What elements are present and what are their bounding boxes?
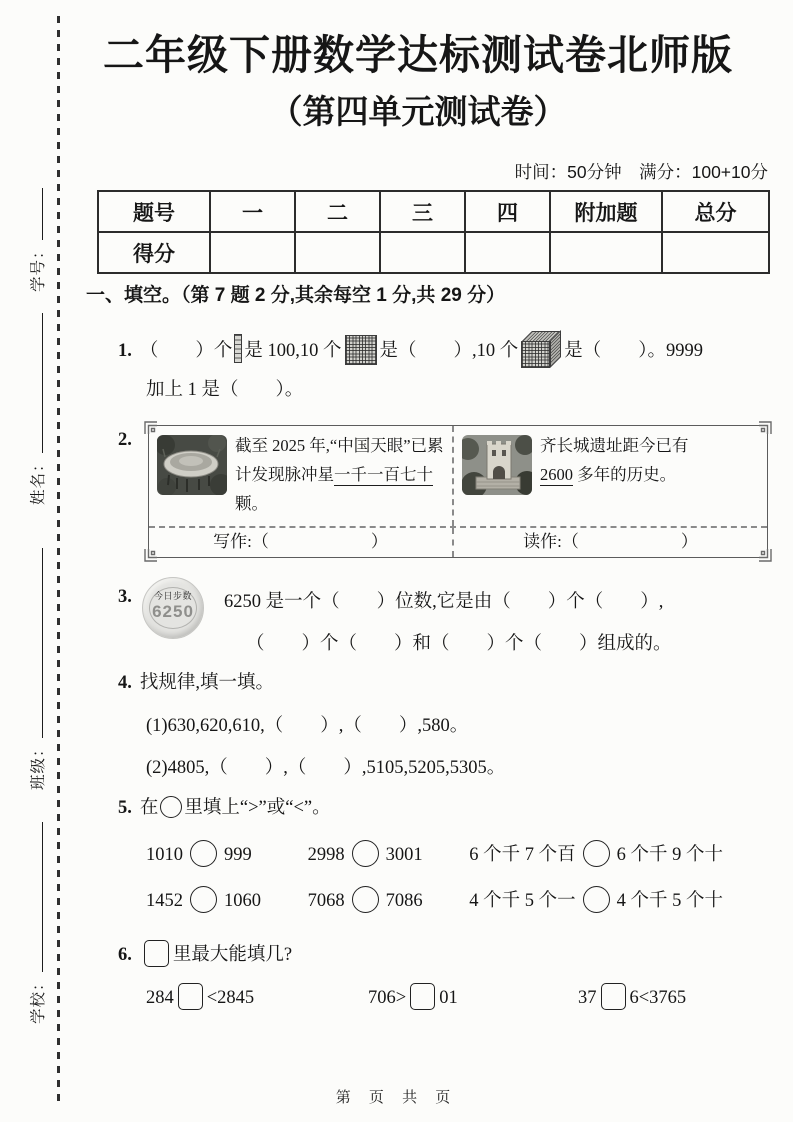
question-6-value: 37 — [578, 988, 597, 1008]
score-header-cell: 四 — [465, 191, 550, 232]
class-blank-line — [29, 548, 43, 738]
question-5-row-2 — [146, 886, 723, 913]
answer-square-blank — [601, 983, 626, 1010]
compare-left-value: 7068 — [307, 891, 345, 911]
question-2-right-underlined-number: 2600 — [540, 465, 573, 484]
question-1-text: （ ）个 — [139, 341, 233, 361]
compare-left-value: 1452 — [146, 891, 183, 911]
compare-circle-blank — [352, 886, 379, 913]
question-5-heading — [118, 793, 331, 819]
question-6-heading-text: 里最大能填几? — [172, 945, 293, 965]
question-6-value: 706> — [368, 988, 407, 1008]
question-6-value: 6<3765 — [629, 988, 687, 1008]
question-2-right-panel — [454, 426, 767, 526]
compare-left-value: 1010 — [146, 845, 183, 865]
question-1-number: 1. — [118, 341, 132, 361]
question-2-left-underlined-number: 一千一百七十 — [334, 465, 433, 484]
question-4-item-2: (2)4805,（ ）,（ ）,5105,5205,5305。 — [146, 758, 506, 778]
corner-ornament-icon — [759, 549, 772, 562]
question-5-number: 5. — [118, 798, 132, 818]
question-5-heading-post: 里填上“>”或“<”。 — [184, 798, 331, 818]
question-6-heading — [118, 940, 292, 967]
question-4-item-1: (1)630,620,610,（ ）,（ ）,580。 — [146, 716, 469, 736]
compare-circle-icon — [160, 796, 182, 818]
school-field — [26, 822, 48, 1024]
exam-time-score-meta: 时间：50分钟 满分：100+10分 — [514, 162, 768, 182]
compare-right-value: 4 个千 5 个十 — [616, 891, 724, 911]
question-5-heading-pre: 在 — [139, 798, 159, 818]
corner-ornament-icon — [144, 549, 157, 562]
page-footer: 第 页 共 页 — [335, 1089, 458, 1106]
student-id-label: 学号： — [30, 242, 47, 292]
question-2-left-panel — [149, 426, 454, 526]
class-label: 班级： — [30, 740, 47, 790]
step-counter-face — [149, 587, 197, 629]
compare-circle-blank — [190, 886, 217, 913]
question-4-number: 4. — [118, 673, 132, 693]
compare-circle-blank — [190, 840, 217, 867]
compare-circle-blank — [352, 840, 379, 867]
hundred-flat-icon — [345, 335, 377, 365]
answer-square-icon — [144, 940, 169, 967]
class-field — [26, 548, 48, 790]
score-table-header-row — [98, 191, 769, 232]
page-subtitle: （第四单元测试卷） — [269, 93, 567, 130]
question-6-number: 6. — [118, 945, 132, 965]
score-empty-cell — [550, 232, 662, 273]
question-3-number — [118, 587, 140, 608]
question-6-value: 284 — [146, 988, 174, 1008]
compare-left-value: 2998 — [307, 845, 345, 865]
answer-square-blank — [410, 983, 435, 1010]
fast-telescope-image — [157, 435, 227, 495]
question-2-read-answer-blank: 读作:（ ） — [523, 532, 698, 551]
question-6-item-1 — [146, 983, 254, 1010]
question-1-text: 是（ ）。9999 — [564, 341, 704, 361]
answer-square-blank — [178, 983, 203, 1010]
question-2-frame — [148, 425, 768, 558]
compare-left-value: 4 个千 5 个一 — [469, 891, 576, 911]
score-header-cell: 附加题 — [550, 191, 662, 232]
step-counter-badge — [142, 577, 204, 639]
student-id-field — [26, 188, 48, 292]
qi-great-wall-image — [462, 435, 532, 495]
question-1-text: 是（ ）,10 个 — [379, 341, 519, 361]
question-1-line-1 — [118, 331, 703, 368]
question-2-right-text: 齐长城遗址距今已有 — [540, 436, 689, 455]
question-2-right-text-end: 多年的历史。 — [573, 465, 677, 484]
question-3-line-2: （ ）个（ ）和（ ）个（ ）组成的。 — [246, 634, 672, 654]
compare-circle-blank — [583, 886, 610, 913]
student-name-label: 姓名： — [30, 455, 47, 505]
score-table-score-row — [98, 232, 769, 273]
question-4-heading — [118, 668, 274, 694]
score-header-cell: 一 — [210, 191, 295, 232]
score-header-cell: 总分 — [662, 191, 769, 232]
score-row-label: 得分 — [98, 232, 210, 273]
question-2-write-answer-blank: 写作:（ ） — [149, 528, 454, 557]
corner-ornament-icon — [759, 421, 772, 434]
base-ten-rod-icon — [234, 334, 242, 363]
step-counter-title: 今日步数 — [153, 591, 192, 601]
question-2-number-text: 2. — [118, 430, 132, 450]
score-header-cell: 二 — [295, 191, 380, 232]
student-name-blank-line — [29, 313, 43, 453]
compare-right-value: 1060 — [224, 891, 261, 911]
margin-dashed-divider — [57, 16, 60, 1102]
compare-right-value: 999 — [224, 845, 252, 865]
compare-right-value: 6 个千 9 个十 — [616, 845, 724, 865]
question-6-value: 01 — [439, 988, 458, 1008]
question-3-line-1: 6250 是一个（ ）位数,它是由（ ）个（ ）, — [224, 592, 664, 612]
page-title: 二年级下册数学达标测试卷北师版 — [103, 32, 733, 78]
compare-right-value: 7086 — [385, 891, 423, 911]
compare-left-value: 6 个千 7 个百 — [469, 845, 576, 865]
score-header-cell: 题号 — [98, 191, 210, 232]
question-1-text: 是 100,10 个 — [244, 341, 342, 361]
question-2-left-text-end: 颗。 — [235, 494, 268, 513]
score-empty-cell — [465, 232, 550, 273]
school-label: 学校： — [30, 974, 47, 1024]
score-table — [97, 190, 770, 274]
question-6-item-2 — [368, 983, 458, 1010]
student-name-field — [26, 313, 48, 505]
question-3-number-text: 3. — [118, 587, 132, 607]
student-id-blank-line — [29, 188, 43, 240]
score-header-cell: 三 — [380, 191, 465, 232]
question-6-value: <2845 — [206, 988, 255, 1008]
section-1-heading: 一、填空。（第 7 题 2 分,其余每空 1 分,共 29 分） — [86, 285, 506, 306]
school-blank-line — [29, 822, 43, 972]
question-2-number — [118, 430, 140, 451]
compare-circle-blank — [583, 840, 610, 867]
score-empty-cell — [380, 232, 465, 273]
score-empty-cell — [662, 232, 769, 273]
question-5-row-1 — [146, 840, 723, 867]
question-1-line-2: 加上 1 是（ ）。 — [146, 380, 304, 400]
corner-ornament-icon — [144, 421, 157, 434]
question-6-item-3 — [578, 983, 686, 1010]
compare-right-value: 3001 — [385, 845, 423, 865]
question-2-left-text: 截至 2025 年,“中国天眼”已累计发现脉冲星 — [235, 436, 444, 484]
score-empty-cell — [295, 232, 380, 273]
question-4-heading-text: 找规律,填一填。 — [139, 673, 275, 693]
thousand-cube-icon — [521, 331, 561, 368]
score-empty-cell — [210, 232, 295, 273]
step-counter-value: 6250 — [152, 602, 194, 621]
